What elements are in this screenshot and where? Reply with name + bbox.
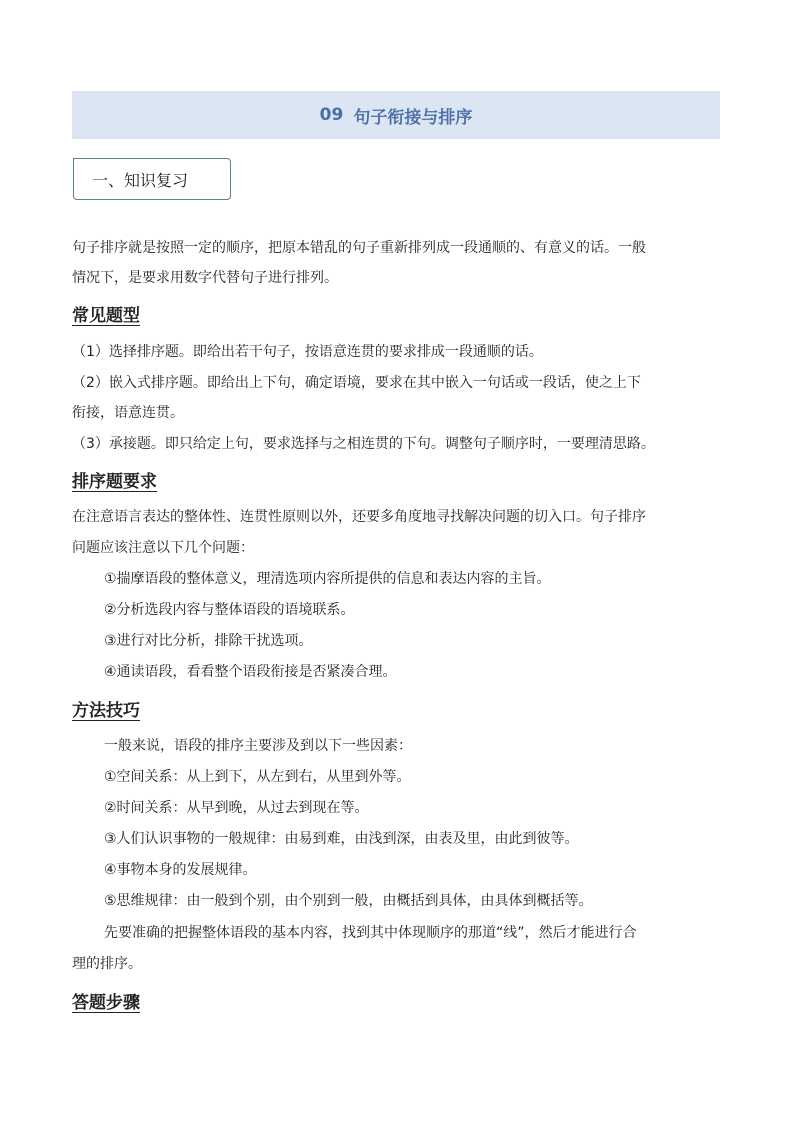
chapter-title: 句子衔接与排序 (353, 107, 473, 128)
requirements-item-3: ③进行对比分析，排除干扰选项。 (104, 633, 313, 649)
types-line-2: （2）嵌入式排序题。即给出上下句，确定语境，要求在其中嵌入一句话或一段话，使之上下 (72, 375, 641, 391)
section-label-box (73, 158, 231, 200)
document-title-banner (72, 91, 720, 139)
intro-line-1: 句子排序就是按照一定的顺序，把原本错乱的句子重新排列成一段通顺的、有意义的话。一般 (72, 240, 646, 256)
types-line-3: 衔接，语意连贯。 (72, 405, 184, 421)
section-label: 一、知识复习 (92, 170, 189, 190)
requirements-item-1: ①揣摩语段的整体意义，理清选项内容所提供的信息和表达内容的主旨。 (104, 571, 551, 587)
methods-item-1: ①空间关系：从上到下，从左到右，从里到外等。 (104, 769, 411, 785)
methods-line-1: 一般来说，语段的排序主要涉及到以下一些因素： (104, 738, 412, 754)
chapter-number: 09 (319, 105, 344, 125)
methods-summary-line-1: 先要准确的把握整体语段的基本内容，找到其中体现顺序的那道“线”，然后才能进行合 (104, 925, 637, 941)
requirements-item-2: ②分析选段内容与整体语段的语境联系。 (104, 602, 355, 618)
methods-item-2: ②时间关系：从早到晚，从过去到现在等。 (104, 800, 369, 816)
heading-methods: 方法技巧 (72, 701, 140, 721)
requirements-line-2: 问题应该注意以下几个问题： (72, 540, 254, 556)
types-line-1: （1）选择排序题。即给出若干句子，按语意连贯的要求排成一段通顺的话。 (72, 344, 543, 360)
requirements-item-4: ④通读语段，看看整个语段衔接是否紧凑合理。 (104, 664, 397, 680)
types-line-4: （3）承接题。即只给定上句，要求选择与之相连贯的下句。调整句子顺序时，一要理清思路。 (72, 436, 655, 452)
methods-item-5: ⑤思维规律：由一般到个别，由个别到一般，由概括到具体，由具体到概括等。 (104, 893, 593, 909)
heading-requirements: 排序题要求 (72, 472, 157, 492)
methods-summary-line-2: 理的排序。 (72, 956, 142, 972)
requirements-line-1: 在注意语言表达的整体性、连贯性原则以外，还要多角度地寻找解决问题的切入口。句子排序 (72, 509, 646, 525)
heading-answer-steps: 答题步骤 (72, 993, 140, 1013)
heading-question-types: 常见题型 (72, 306, 140, 326)
methods-item-3: ③人们认识事物的一般规律：由易到难，由浅到深，由表及里，由此到彼等。 (104, 831, 579, 847)
methods-item-4: ④事物本身的发展规律。 (104, 862, 257, 878)
intro-line-2: 情况下，是要求用数字代替句子进行排列。 (72, 270, 338, 286)
